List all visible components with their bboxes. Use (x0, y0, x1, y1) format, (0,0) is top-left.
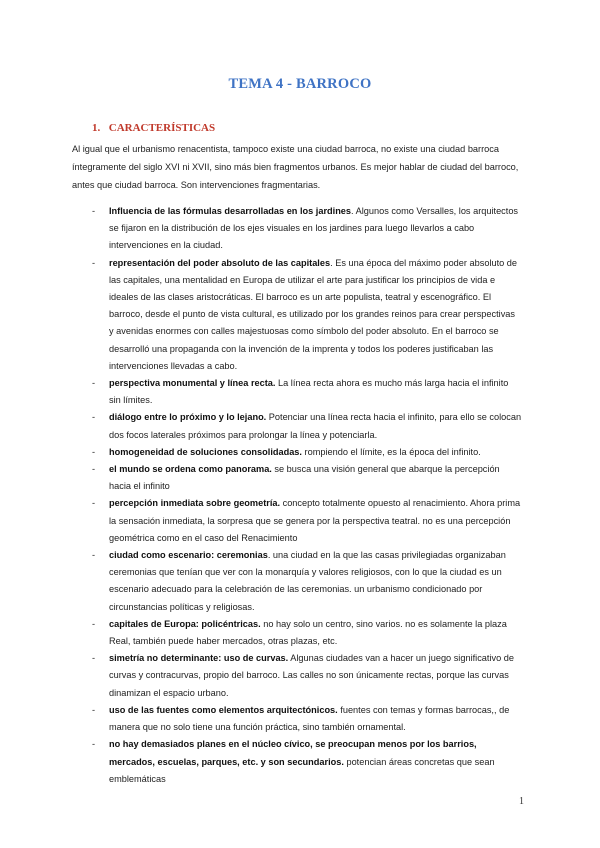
item-keyword: diálogo entre lo próximo y lo lejano. (109, 412, 267, 423)
list-item (92, 650, 522, 702)
list-dash: - (92, 498, 96, 509)
item-text: rompiendo el límite, es la época del infinito. (301, 446, 481, 457)
section-number: 1. (92, 122, 101, 134)
item-keyword: homogeneidad de soluciones consolidadas. (109, 446, 302, 457)
item-text: . Algunos como Versalles, los arquitectos se fijaron en la distribución de los ejes visuales en los jardines para luego llevarlos a cabo intervenciones en la ciudad. (109, 206, 519, 251)
list-dash: - (92, 704, 96, 715)
intro-paragraph: Al igual que el urbanismo renacentista, tampoco existe una ciudad barroca, no existe una ciudad barroca íntegramente del siglo XVI ni XVII, sino más bien fragmentos urbanos. Es mejor hablar de ciudad del barroco, antes que ciudad barroca. Son intervenciones fragmentarias. (72, 144, 519, 190)
list-item (92, 736, 522, 788)
item-text: fuentes con temas y formas barrocas,, de manera que no solo tiene una función práctica, sino también ornamental. (109, 704, 510, 733)
item-keyword: perspectiva monumental y línea recta. (109, 378, 276, 389)
item-keyword: no hay demasiados planes en el núcleo cívico, se preocupan menos por los barrios, mercados, escuelas, parques, etc. y son secundarios. (109, 739, 477, 767)
list-item (92, 461, 522, 495)
list-dash: - (92, 464, 96, 475)
list-item (92, 495, 522, 547)
item-text: Potenciar una línea recta hacia el infinito, para ello se colocan dos focos laterales próximos para prolongar la línea y potenciarla. (109, 412, 522, 440)
list-item (92, 616, 522, 650)
list-item (92, 203, 522, 255)
item-text: . una ciudad en la que las casas privilegiadas organizaban ceremonias que tenían que ver con la monarquía y valores religiosos, con lo que la ciudad es un escenario adecuado para la celebración de las ceremonias. un urbanismo condicionado por circunstancias políticas y religiosas. (109, 550, 506, 612)
list-dash: - (92, 618, 96, 629)
item-keyword: uso de las fuentes como elementos arquitectónicos. (109, 704, 338, 715)
list-item (92, 547, 522, 616)
list-item (92, 375, 522, 409)
item-keyword: percepción inmediata sobre geometría. (109, 498, 281, 509)
item-text: no hay solo un centro, sino varios. no es solamente la plaza Real, también puede haber mercados, otras plazas, etc. (109, 618, 507, 647)
list-item (92, 255, 522, 375)
item-keyword: ciudad como escenario: ceremonias (109, 550, 268, 561)
item-keyword: el mundo se ordena como panorama. (109, 464, 272, 475)
list-dash: - (92, 446, 96, 457)
item-text: Algunas ciudades van a hacer un juego significativo de curvas y contracurvas, propio del barroco. Las calles no son únicamente rectas, porque las curvas dinamizan el espacio urbano. (109, 653, 514, 698)
list-dash: - (92, 378, 96, 389)
section-title: CARACTERÍSTICAS (108, 122, 216, 134)
list-dash: - (92, 412, 96, 423)
item-text: . Es una época del máximo poder absoluto de las capitales, una mentalidad en Europa de utilizar el arte para justificar los principios de vida e ideales de las clases aristocráticas. El barroco es un arte populista, teatral y escenográfico. El barroco, desde el punto de vista cultural, es utilizado por los grandes reinos para crear perspectivas y avenidas enormes con calles majestuosas como símbolo del poder absoluto. En el barroco se desarrolló una propaganda con la invención de la imprenta y todos los poderes justificaban las intervenciones llevadas a cabo. (109, 257, 518, 371)
item-keyword: capitales de Europa: policéntricas. (109, 618, 261, 629)
list-item (92, 444, 522, 461)
section-heading (92, 122, 215, 134)
list-dash: - (92, 206, 96, 216)
item-text: se busca una visión general que abarque la percepción hacia el infinito (109, 464, 500, 492)
item-keyword: Influencia de las fórmulas desarrolladas en los jardines (109, 206, 352, 216)
list-item (92, 409, 522, 443)
item-keyword: simetría no determinante: uso de curvas. (109, 653, 289, 664)
list-item (92, 702, 522, 736)
item-text: La línea recta ahora es mucho más larga hacia el infinito sin límites. (109, 378, 509, 406)
list-dash: - (92, 550, 96, 561)
item-text: concepto totalmente opuesto al renacimiento. Ahora prima la sensación inmediata, la sorpresa que se genera por la perspectiva teatral. no es una percepción geométrica como en el caso del Renacimiento (109, 498, 521, 543)
document-title: TEMA 4 - BARROCO (228, 76, 372, 92)
item-text: potencian áreas concretas que sean emblemáticas (109, 756, 495, 784)
list-dash: - (92, 653, 96, 664)
characteristics-list (92, 203, 522, 788)
page-number: 1 (519, 796, 524, 807)
list-dash: - (92, 739, 96, 750)
list-dash: - (92, 257, 96, 268)
item-keyword: representación del poder absoluto de las capitales (109, 257, 331, 268)
